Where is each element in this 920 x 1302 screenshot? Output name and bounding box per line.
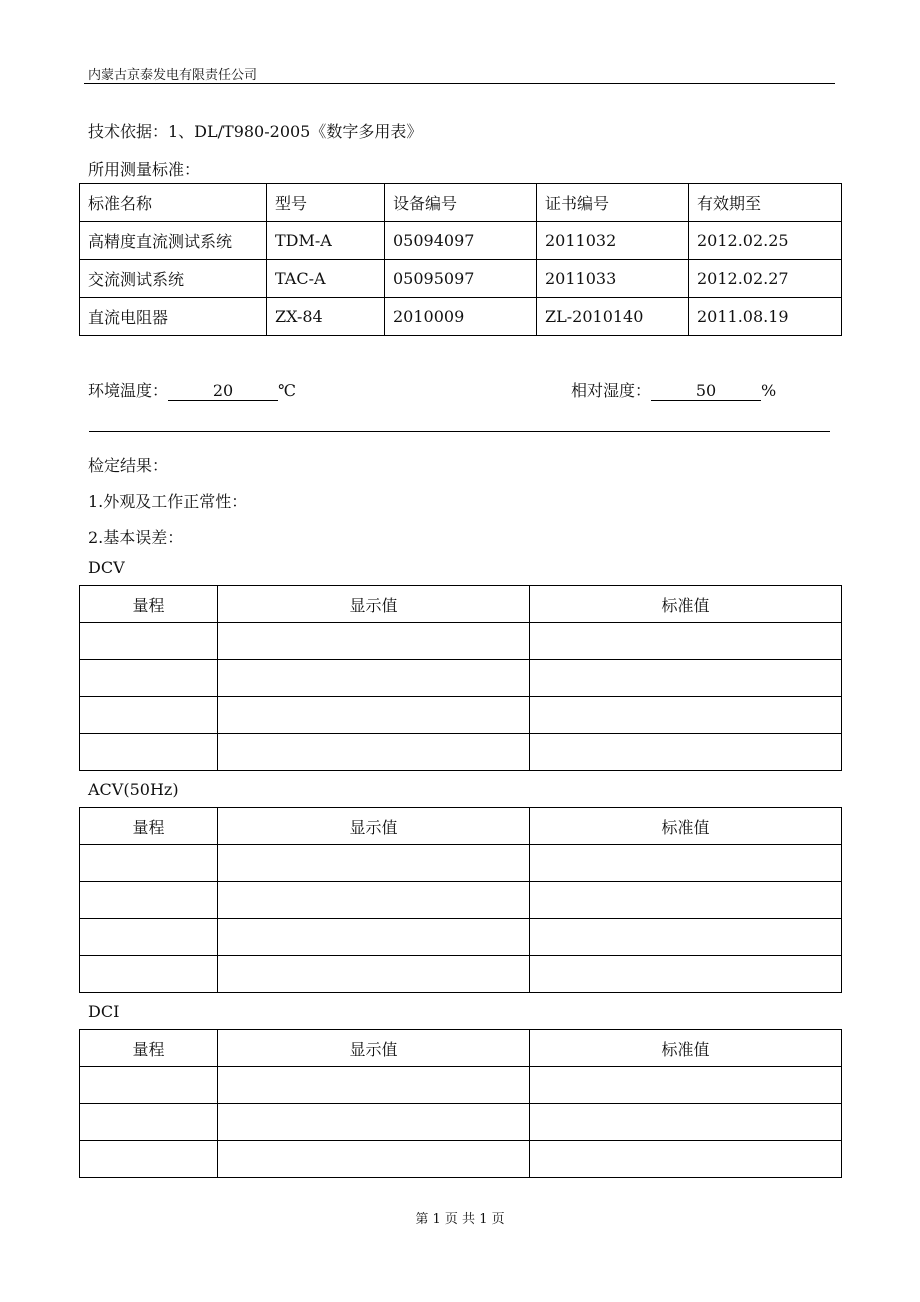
appearance-item: 1.外观及工作正常性： [88, 492, 248, 511]
humidity-unit: % [761, 381, 777, 400]
range-cell[interactable] [80, 956, 218, 993]
range-cell[interactable] [80, 660, 218, 697]
table-cell: 2011032 [537, 222, 689, 260]
section-divider [89, 431, 830, 432]
table-cell: 2011.08.19 [689, 298, 842, 336]
header-cell: 设备编号 [385, 184, 537, 222]
page-footer: 第 1 页 共 1 页 [415, 1212, 505, 1227]
table-row [80, 222, 842, 260]
range-cell[interactable] [80, 919, 218, 956]
table-header-row [80, 184, 842, 222]
range-cell[interactable] [80, 1104, 218, 1141]
display-value-cell[interactable] [218, 882, 530, 919]
standard-value-cell[interactable] [530, 956, 842, 993]
humidity-value: 50 [651, 382, 761, 401]
acv-label: ACV(50Hz) [88, 780, 179, 799]
table-header-row [80, 808, 842, 845]
standard-value-cell[interactable] [530, 1104, 842, 1141]
standards-table [79, 183, 842, 336]
table-row [80, 1141, 842, 1178]
header-cell: 证书编号 [537, 184, 689, 222]
standard-value-cell[interactable] [530, 1067, 842, 1104]
temperature-field [88, 378, 296, 401]
dcv-label: DCV [88, 558, 125, 577]
temperature-unit: ℃ [278, 381, 296, 400]
standard-value-cell[interactable] [530, 660, 842, 697]
range-cell[interactable] [80, 1067, 218, 1104]
table-row [80, 734, 842, 771]
standard-value-cell[interactable] [530, 697, 842, 734]
standards-label: 所用测量标准： [88, 160, 201, 179]
table-row [80, 298, 842, 336]
table-row [80, 260, 842, 298]
table-cell: 05095097 [385, 260, 537, 298]
header-cell: 型号 [267, 184, 385, 222]
header-divider [84, 83, 835, 84]
range-cell[interactable] [80, 697, 218, 734]
acv-table [79, 807, 842, 993]
display-value-cell[interactable] [218, 1067, 530, 1104]
header-cell: 显示值 [218, 586, 530, 623]
table-row [80, 697, 842, 734]
header-cell: 量程 [80, 808, 218, 845]
display-value-cell[interactable] [218, 1141, 530, 1178]
table-cell: 交流测试系统 [80, 260, 267, 298]
humidity-label: 相对湿度： [571, 381, 652, 400]
display-value-cell[interactable] [218, 1104, 530, 1141]
standard-value-cell[interactable] [530, 734, 842, 771]
display-value-cell[interactable] [218, 734, 530, 771]
header-cell: 显示值 [218, 1030, 530, 1067]
display-value-cell[interactable] [218, 660, 530, 697]
display-value-cell[interactable] [218, 956, 530, 993]
dci-table [79, 1029, 842, 1178]
standard-value-cell[interactable] [530, 882, 842, 919]
table-cell: 直流电阻器 [80, 298, 267, 336]
header-cell: 标准值 [530, 1030, 842, 1067]
table-row [80, 919, 842, 956]
range-cell[interactable] [80, 1141, 218, 1178]
table-header-row [80, 1030, 842, 1067]
table-cell: 2011033 [537, 260, 689, 298]
standard-value-cell[interactable] [530, 845, 842, 882]
table-cell: ZL-2010140 [537, 298, 689, 336]
header-cell: 量程 [80, 1030, 218, 1067]
range-cell[interactable] [80, 623, 218, 660]
range-cell[interactable] [80, 734, 218, 771]
standard-value-cell[interactable] [530, 623, 842, 660]
technical-basis: 技术依据：1、DL/T980-2005《数字多用表》 [88, 122, 423, 141]
range-cell[interactable] [80, 845, 218, 882]
table-row [80, 660, 842, 697]
basic-error-item: 2.基本误差： [88, 528, 184, 547]
header-cell: 显示值 [218, 808, 530, 845]
standard-value-cell[interactable] [530, 919, 842, 956]
header-cell: 标准值 [530, 808, 842, 845]
temperature-value: 20 [168, 382, 278, 401]
table-cell: 2012.02.25 [689, 222, 842, 260]
table-cell: 05094097 [385, 222, 537, 260]
table-cell: 2012.02.27 [689, 260, 842, 298]
dcv-table [79, 585, 842, 771]
table-header-row [80, 586, 842, 623]
range-cell[interactable] [80, 882, 218, 919]
temperature-label: 环境温度： [88, 381, 169, 400]
company-header: 内蒙古京泰发电有限责任公司 [88, 68, 258, 83]
table-cell: TAC-A [267, 260, 385, 298]
table-row [80, 623, 842, 660]
header-cell: 标准名称 [80, 184, 267, 222]
table-row [80, 1067, 842, 1104]
table-row [80, 882, 842, 919]
display-value-cell[interactable] [218, 845, 530, 882]
table-row [80, 845, 842, 882]
dci-label: DCI [88, 1002, 120, 1021]
header-cell: 标准值 [530, 586, 842, 623]
table-row [80, 956, 842, 993]
table-cell: 2010009 [385, 298, 537, 336]
table-cell: 高精度直流测试系统 [80, 222, 267, 260]
display-value-cell[interactable] [218, 919, 530, 956]
results-title: 检定结果： [88, 456, 169, 475]
humidity-field [571, 378, 776, 401]
display-value-cell[interactable] [218, 697, 530, 734]
table-row [80, 1104, 842, 1141]
standard-value-cell[interactable] [530, 1141, 842, 1178]
table-cell: ZX-84 [267, 298, 385, 336]
header-cell: 量程 [80, 586, 218, 623]
table-cell: TDM-A [267, 222, 385, 260]
header-cell: 有效期至 [689, 184, 842, 222]
display-value-cell[interactable] [218, 623, 530, 660]
